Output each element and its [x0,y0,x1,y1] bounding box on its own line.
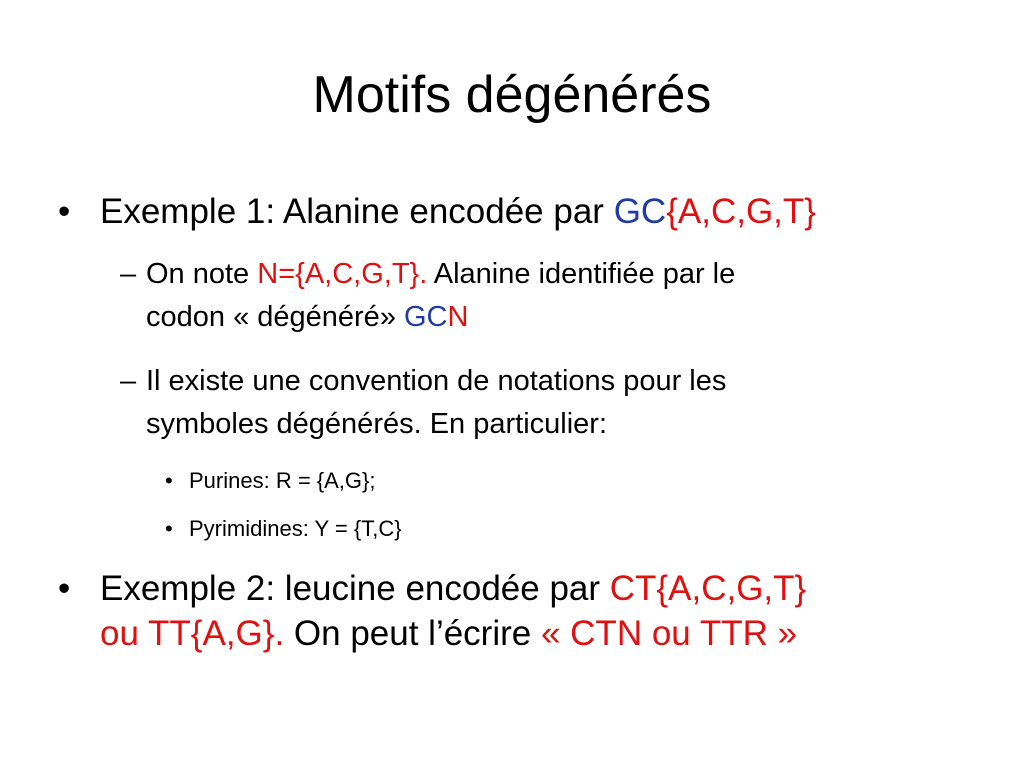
sub-item-text [146,253,926,339]
codon-n: N [447,301,469,333]
pyrimidines-text: Pyrimidines: Y = {T,C} [189,516,402,541]
nucleotide-set: {A,C,G,T} [666,192,816,231]
example-2-text: Exemple 2: leucine encodée par [100,569,610,608]
on-peut-text: On peut l’écrire [284,614,541,653]
bullet-text [100,566,960,656]
codon-tt-set: ou TT{A,G}. [100,614,285,653]
n-definition: N={A,C,G,T}. [257,258,428,290]
bullet-icon: • [165,516,173,541]
codon-text: codon « dégénéré» [146,301,404,333]
codon-gc: GC [404,301,448,333]
dash-icon: – [120,258,137,290]
convention-line-1: Il existe une convention de notations pour les [146,365,727,397]
codon-ct-set: CT{A,C,G,T} [609,569,807,608]
slide-title: Motifs dégénérés [312,66,712,124]
on-note-text: On note [146,258,258,290]
alanine-text: Alanine identifiée par le [427,258,736,290]
bullet-text [100,189,960,234]
codon-gc: GC [613,192,667,231]
convention-line-2: symboles dégénérés. En particulier: [146,408,608,440]
sub-item-text [146,360,926,446]
purines-text: Purines: R = {A,G}; [189,468,376,493]
bullet-icon: • [165,468,173,493]
dash-icon: – [120,365,137,397]
bullet-icon: • [58,569,71,608]
example-1-text: Exemple 1: Alanine encodée par [100,192,614,231]
bullet-icon: • [58,192,71,231]
degenerate-notation: « CTN ou TTR » [540,614,798,653]
